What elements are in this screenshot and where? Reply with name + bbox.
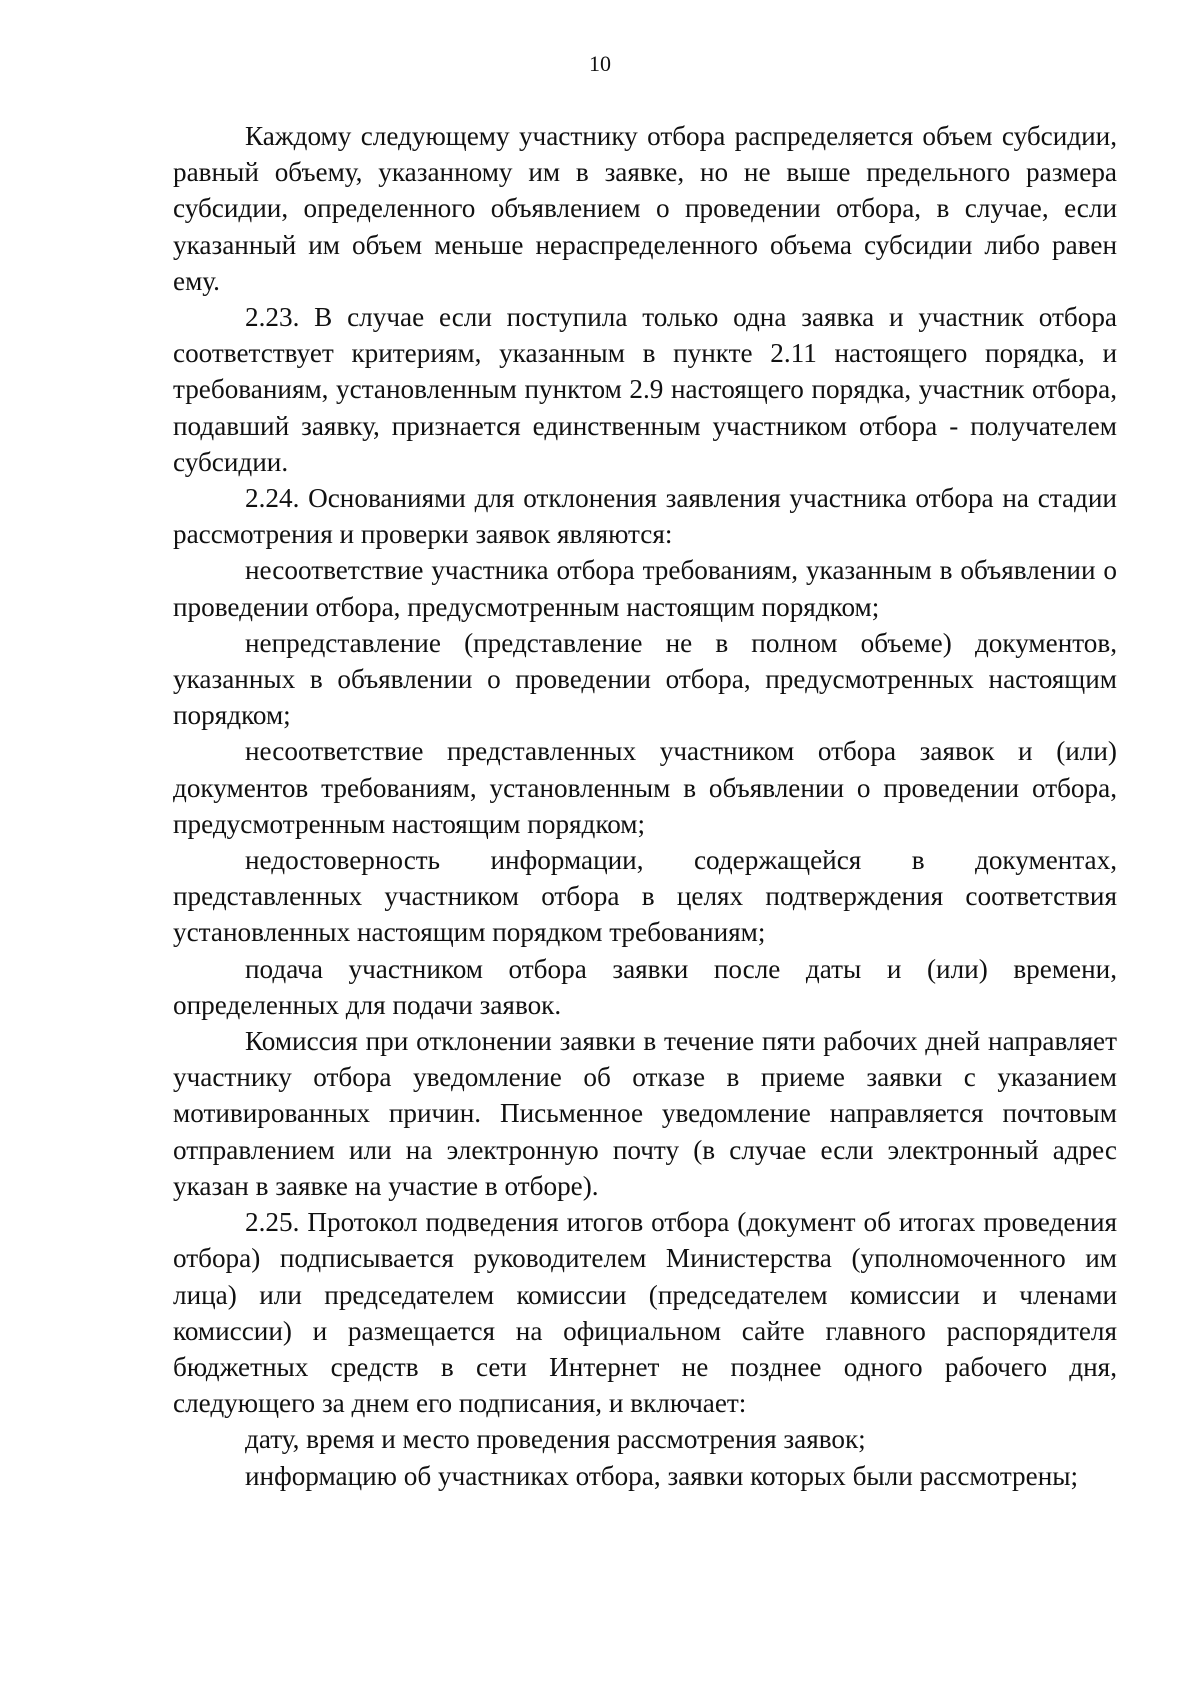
rejection-reason-item: несоответствие представленных участником отбора заявок и (или) документов требованиям, установленным в объявлении о проведении отбора, предусмотренным настоящим порядком;	[173, 736, 1117, 839]
protocol-content-item: дату, время и место проведения рассмотрения заявок;	[245, 1424, 866, 1455]
paragraph-2-25: 2.25. Протокол подведения итогов отбора (документ об итогах проведения отбора) подписывается руководителем Министерства (уполномоченного им лица) или председателем комиссии (председателем комиссии и членами комиссии) и размещается на официальном сайте главного распорядителя бюджетных средств в сети Интернет не позднее одного рабочего дня, следующего за днем его подписания, и включает:	[173, 1207, 1117, 1419]
rejection-reason-item: недостоверность информации, содержащейся в документах, представленных участником отбора в целях подтверждения соответствия установленных настоящим порядком требованиям;	[173, 845, 1117, 948]
protocol-content-item: информацию об участниках отбора, заявки которых были рассмотрены;	[245, 1460, 1079, 1491]
paragraph-2-24: 2.24. Основаниями для отклонения заявления участника отбора на стадии рассмотрения и проверки заявок являются:	[173, 483, 1117, 550]
paragraph-subsidy-distribution: Каждому следующему участнику отбора распределяется объем субсидии, равный объему, указанному им в заявке, но не выше предельного размера субсидии, определенного объявлением о проведении отбора, в случае, если указанный им объем меньше нераспределенного объема субсидии либо равен ему.	[173, 121, 1117, 296]
rejection-reason-item: непредставление (представление не в полном объеме) документов, указанных в объявлении о проведении отбора, предусмотренных настоящим порядком;	[173, 627, 1117, 731]
document-body	[173, 118, 1117, 1494]
rejection-reason-item: подача участником отбора заявки после даты и (или) времени, определенных для подачи заявок.	[173, 953, 1117, 1020]
paragraph-2-23: 2.23. В случае если поступила только одна заявка и участник отбора соответствует критериям, указанным в пункте 2.11 настоящего порядка, и требованиям, установленным пунктом 2.9 настоящего порядка, участник отбора, подавший заявку, признается единственным участником отбора - получателем субсидии.	[173, 302, 1117, 477]
paragraph-commission-notice: Комиссия при отклонении заявки в течение пяти рабочих дней направляет участнику отбора уведомление об отказе в приеме заявки с указанием мотивированных причин. Письменное уведомление направляется почтовым отправлением или на электронную почту (в случае если электронный адрес указан в заявке на участие в отборе).	[173, 1026, 1117, 1201]
rejection-reason-item: несоответствие участника отбора требованиям, указанным в объявлении о проведении отбора, предусмотренным настоящим порядком;	[173, 555, 1117, 622]
page-number: 10	[589, 51, 611, 76]
